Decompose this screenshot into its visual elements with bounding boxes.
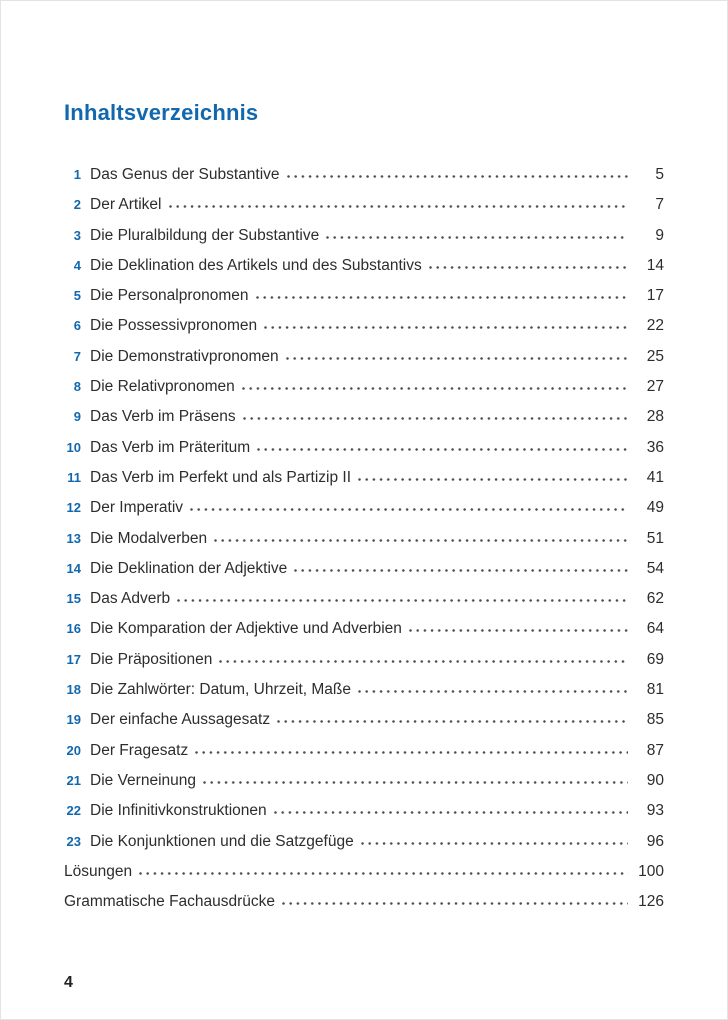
- toc-entry-page: 28: [646, 408, 664, 426]
- dot-leader: [169, 205, 629, 208]
- toc-entry-number: 22: [66, 803, 81, 819]
- toc-entry-number: 5: [73, 288, 81, 304]
- toc-entry-row: [64, 766, 664, 796]
- toc-entry-number: 15: [66, 591, 81, 607]
- toc-entry-row: [64, 433, 664, 463]
- toc-entry-row: [64, 342, 664, 372]
- dot-leader: [214, 539, 628, 542]
- dot-leader: [203, 781, 628, 784]
- toc-entry-label: Das Verb im Perfekt und als Partizip II: [90, 468, 352, 486]
- page-title: Inhaltsverzeichnis: [64, 100, 259, 125]
- toc-entry-page: 96: [646, 832, 664, 850]
- dot-leader: [282, 902, 628, 905]
- toc-entry-page: 7: [655, 196, 664, 214]
- toc-entry-number: 11: [67, 469, 81, 485]
- footer-page-number: 4: [64, 974, 73, 991]
- toc-entry-label: Das Verb im Präteritum: [90, 438, 251, 456]
- toc-entry-row: [64, 796, 664, 826]
- toc-entry-number: 16: [66, 621, 81, 637]
- toc-entry-page: 85: [646, 711, 664, 729]
- dot-leader: [243, 417, 628, 420]
- toc-entry-page: 22: [646, 317, 664, 335]
- toc-extra-label: Grammatische Fachausdrücke: [64, 893, 276, 911]
- toc-entry-number: 23: [66, 833, 81, 849]
- dot-leader: [195, 751, 628, 754]
- toc-entry-number: 14: [66, 560, 81, 576]
- toc-entry-row: [64, 827, 664, 857]
- toc-entry-row: [64, 251, 664, 281]
- toc-list: [64, 160, 664, 917]
- toc-entry-label: Die Demonstrativpronomen: [90, 347, 279, 365]
- toc-entry-row: [64, 221, 664, 251]
- toc-entry-number: 3: [73, 227, 81, 243]
- toc-entry-label: Die Präpositionen: [90, 650, 213, 668]
- toc-entry-row: [64, 614, 664, 644]
- dot-leader: [242, 387, 628, 390]
- dot-leader: [429, 266, 628, 269]
- dot-leader: [294, 569, 628, 572]
- dot-leader: [190, 508, 628, 511]
- toc-entry-label: Die Deklination des Artikels und des Substantivs: [90, 256, 422, 274]
- dot-leader: [139, 872, 628, 875]
- toc-entry-page: 87: [646, 741, 664, 759]
- toc-entry-row: [64, 554, 664, 584]
- toc-entry-row: [64, 281, 664, 311]
- toc-entry-page: 69: [646, 650, 664, 668]
- toc-entry-label: Die Infinitivkonstruktionen: [90, 802, 267, 820]
- toc-entry-page: 93: [646, 802, 664, 820]
- toc-entry-label: Die Pluralbildung der Substantive: [90, 226, 320, 244]
- toc-entry-page: 25: [646, 347, 664, 365]
- toc-entry-label: Die Relativpronomen: [90, 378, 235, 396]
- toc-entry-number: 13: [66, 530, 81, 546]
- toc-entry-row: [64, 402, 664, 432]
- toc-entry-number: 17: [66, 651, 81, 667]
- toc-entry-label: Die Komparation der Adjektive und Adverbien: [90, 620, 402, 638]
- toc-entry-label: Das Verb im Präsens: [90, 408, 236, 426]
- toc-entry-page: 90: [646, 771, 664, 789]
- toc-entry-number: 2: [73, 197, 81, 213]
- toc-entry-label: Die Personalpronomen: [90, 287, 249, 305]
- toc-entry-page: 81: [646, 681, 664, 699]
- toc-entry-number: 4: [73, 257, 81, 273]
- toc-extra-page: 126: [638, 893, 664, 911]
- toc-entry-row: [64, 190, 664, 220]
- toc-entry-number: 20: [66, 742, 81, 758]
- toc-entry-label: Die Deklination der Adjektive: [90, 559, 288, 577]
- toc-entry-row: [64, 160, 664, 190]
- toc-entry-row: [64, 736, 664, 766]
- toc-entry-number: 9: [73, 409, 81, 425]
- toc-entry-label: Die Verneinung: [90, 771, 196, 789]
- toc-entry-number: 21: [66, 772, 81, 788]
- toc-extra-page: 100: [638, 862, 664, 880]
- toc-entry-row: [64, 705, 664, 735]
- toc-entry-number: 10: [66, 439, 81, 455]
- toc-entry-row: [64, 675, 664, 705]
- toc-extra-row: [64, 857, 664, 887]
- toc-entry-label: Der einfache Aussagesatz: [90, 711, 271, 729]
- toc-entry-row: [64, 645, 664, 675]
- toc-entry-page: 64: [646, 620, 664, 638]
- toc-entry-number: 12: [66, 500, 81, 516]
- toc-entry-page: 9: [655, 226, 664, 244]
- dot-leader: [361, 842, 628, 845]
- dot-leader: [287, 175, 628, 178]
- dot-leader: [257, 448, 628, 451]
- toc-extra-label: Lösungen: [64, 862, 133, 880]
- toc-entry-number: 8: [73, 379, 81, 395]
- toc-entry-row: [64, 524, 664, 554]
- dot-leader: [256, 296, 628, 299]
- toc-entry-page: 5: [655, 166, 664, 183]
- toc-entry-page: 27: [646, 378, 664, 396]
- toc-entry-row: [64, 584, 664, 614]
- toc-entry-label: Das Genus der Substantive: [90, 166, 280, 183]
- dot-leader: [277, 720, 628, 723]
- toc-entry-page: 36: [646, 438, 664, 456]
- dot-leader: [264, 326, 628, 329]
- dot-leader: [358, 478, 628, 481]
- toc-entry-number: 19: [66, 712, 81, 728]
- toc-entry-number: 18: [66, 682, 81, 698]
- toc-entry-row: [64, 463, 664, 493]
- toc-entry-label: Die Zahlwörter: Datum, Uhrzeit, Maße: [90, 681, 351, 699]
- toc-entry-page: 49: [646, 499, 664, 517]
- toc-entry-page: 62: [646, 590, 664, 608]
- dot-leader: [358, 690, 628, 693]
- toc-entry-page: 54: [646, 559, 664, 577]
- toc-entry-row: [64, 311, 664, 341]
- toc-entry-row: [64, 493, 664, 523]
- toc-entry-label: Die Modalverben: [90, 529, 208, 547]
- toc-entry-page: 17: [646, 287, 664, 305]
- toc-entry-label: Die Possessivpronomen: [90, 317, 258, 335]
- dot-leader: [219, 660, 628, 663]
- toc-extra-row: [64, 887, 664, 917]
- toc-entry-number: 7: [73, 348, 81, 364]
- toc-entry-page: 51: [646, 529, 664, 547]
- toc-entry-number: 1: [73, 167, 81, 182]
- toc-entry-label: Der Imperativ: [90, 499, 184, 517]
- dot-leader: [409, 629, 628, 632]
- dot-leader: [177, 599, 628, 602]
- toc-entry-row: [64, 372, 664, 402]
- toc-entry-page: 14: [646, 256, 664, 274]
- dot-leader: [286, 357, 628, 360]
- toc-entry-label: Das Adverb: [90, 590, 171, 608]
- toc-entry-label: Die Konjunktionen und die Satzgefüge: [90, 832, 354, 850]
- toc-entry-number: 6: [73, 318, 81, 334]
- toc-entry-page: 41: [646, 468, 664, 486]
- toc-entry-label: Der Fragesatz: [90, 741, 189, 759]
- dot-leader: [274, 811, 628, 814]
- toc-entry-label: Der Artikel: [90, 196, 162, 214]
- dot-leader: [326, 236, 628, 239]
